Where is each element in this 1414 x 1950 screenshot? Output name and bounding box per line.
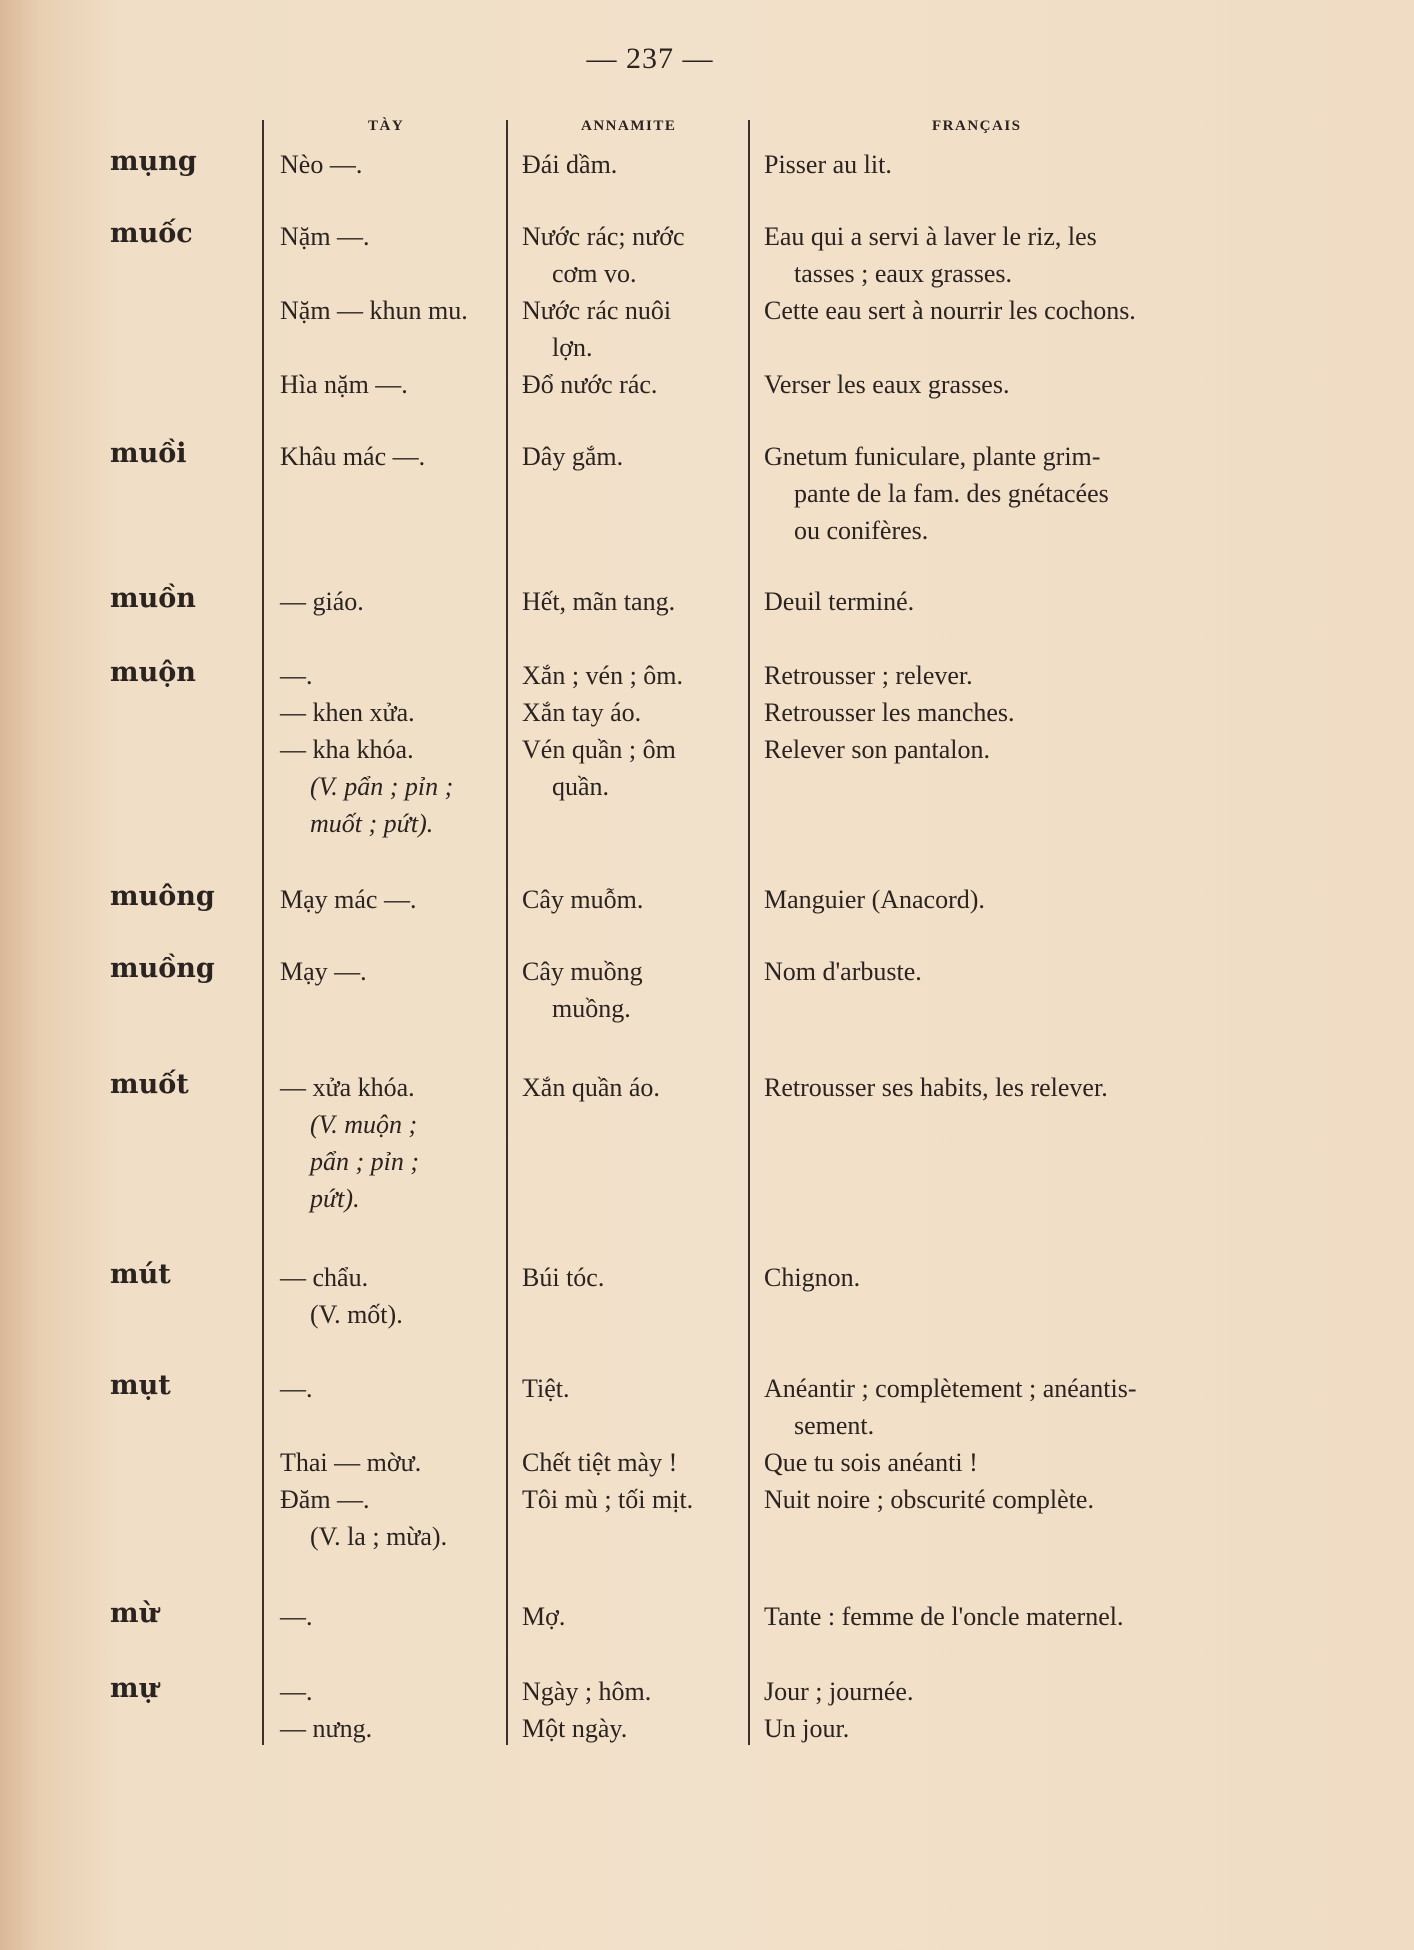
french-line: Retrousser les manches.	[764, 698, 1015, 727]
headword: muồng	[110, 953, 215, 984]
french-line: Relever son pantalon.	[764, 735, 990, 764]
headword: mút	[110, 1259, 171, 1290]
headword: muộn	[110, 657, 196, 688]
annamite-line: Cây muồng	[522, 957, 643, 986]
tay-line: — kha khóa.	[280, 735, 414, 764]
french-line: Gnetum funiculare, plante grim-	[764, 442, 1101, 471]
french-line: Retrousser ; relever.	[764, 661, 973, 690]
headword: muồi	[110, 438, 187, 469]
annamite-line: Đổ nước rác.	[522, 370, 658, 399]
tay-line: Thai — mờư.	[280, 1448, 422, 1477]
headword: mừ	[110, 1598, 159, 1629]
french-line: Anéantir ; complètement ; anéantis-	[764, 1374, 1137, 1403]
tay-line: —.	[280, 1677, 313, 1706]
headword: mự	[110, 1673, 159, 1704]
tay-line: Mạy —.	[280, 957, 367, 986]
header-annamite: ANNAMITE	[581, 118, 677, 134]
tay-line: Hìa nặm —.	[280, 370, 408, 399]
annamite-line: Hết, mãn tang.	[522, 587, 676, 616]
french-line: Verser les eaux grasses.	[764, 370, 1010, 399]
french-line: Tante : femme de l'oncle maternel.	[764, 1602, 1124, 1631]
tay-line: (V. mốt).	[310, 1300, 403, 1329]
annamite-line: Búi tóc.	[522, 1263, 605, 1292]
french-line: Eau qui a servi à laver le riz, les	[764, 222, 1097, 251]
french-line: Nuit noire ; obscurité complète.	[764, 1485, 1094, 1514]
annamite-line: lợn.	[552, 333, 593, 362]
french-line: Deuil terminé.	[764, 587, 915, 616]
french-line: Jour ; journée.	[764, 1677, 914, 1706]
annamite-line: Cây muỗm.	[522, 885, 644, 914]
tay-line: — xửa khóa.	[280, 1073, 415, 1102]
annamite-line: Nước rác nuôi	[522, 296, 672, 325]
page-number: — 237 —	[586, 42, 714, 75]
headword: mụng	[110, 146, 197, 177]
headword: muồn	[110, 583, 196, 614]
annamite-line: Chết tiệt mày !	[522, 1448, 678, 1477]
annamite-line: Nước rác; nước	[522, 222, 685, 251]
french-line: tasses ; eaux grasses.	[794, 259, 1013, 288]
column-rule-2	[506, 120, 508, 1745]
annamite-line: cơm vo.	[552, 259, 637, 288]
tay-line: —.	[280, 1374, 313, 1403]
tay-line: (V. muộn ;	[310, 1110, 418, 1139]
annamite-line: Xắn quần áo.	[522, 1073, 660, 1102]
french-line: Pisser au lit.	[764, 150, 892, 179]
tay-line: Khâu mác —.	[280, 442, 426, 471]
annamite-line: Dây gắm.	[522, 442, 624, 471]
tay-line: Mạy mác —.	[280, 885, 417, 914]
french-line: sement.	[794, 1411, 875, 1440]
annamite-line: Đái dầm.	[522, 150, 618, 179]
tay-line: (V. pẩn ; pỉn ;	[310, 772, 454, 801]
french-line: Retrousser ses habits, les relever.	[764, 1073, 1108, 1102]
header-francais: FRANÇAIS	[932, 118, 1022, 134]
tay-line: — giáo.	[280, 587, 364, 616]
tay-line: (V. la ; mừa).	[310, 1522, 448, 1551]
annamite-line: Tiệt.	[522, 1374, 570, 1403]
tay-line: — chẩu.	[280, 1263, 369, 1292]
annamite-line: Tôi mù ; tối mịt.	[522, 1485, 694, 1514]
annamite-line: Ngày ; hôm.	[522, 1677, 652, 1706]
tay-line: Nặm —.	[280, 222, 370, 251]
french-line: Manguier (Anacord).	[764, 885, 985, 914]
header-tay: TÀY	[368, 118, 405, 134]
french-line: Cette eau sert à nourrir les cochons.	[764, 296, 1136, 325]
french-line: Un jour.	[764, 1714, 850, 1743]
french-line: ou conifères.	[794, 516, 929, 545]
annamite-line: Xắn tay áo.	[522, 698, 642, 727]
tay-line: pứt).	[310, 1184, 360, 1213]
headword: muông	[110, 881, 215, 912]
annamite-line: Một ngày.	[522, 1714, 628, 1743]
headword: muốc	[110, 218, 193, 249]
annamite-line: quần.	[552, 772, 610, 801]
column-rule-3	[748, 120, 750, 1745]
french-line: Nom d'arbuste.	[764, 957, 922, 986]
annamite-line: Xắn ; vén ; ôm.	[522, 661, 684, 690]
headword: muốt	[110, 1069, 189, 1100]
annamite-line: muồng.	[552, 994, 631, 1023]
french-line: pante de la fam. des gnétacées	[794, 479, 1109, 508]
tay-line: — khen xửa.	[280, 698, 415, 727]
tay-line: —.	[280, 661, 313, 690]
french-line: Que tu sois anéanti !	[764, 1448, 978, 1477]
annamite-line: Mợ.	[522, 1602, 566, 1631]
tay-line: muốt ; pứt).	[310, 809, 434, 838]
tay-line: — nưng.	[280, 1714, 373, 1743]
tay-line: pẩn ; pỉn ;	[310, 1147, 420, 1176]
annamite-line: Vén quần ; ôm	[522, 735, 676, 764]
tay-line: Đăm —.	[280, 1485, 370, 1514]
tay-line: —.	[280, 1602, 313, 1631]
tay-line: Nèo —.	[280, 150, 363, 179]
column-rule-1	[262, 120, 264, 1745]
french-line: Chignon.	[764, 1263, 861, 1292]
tay-line: Nặm — khun mu.	[280, 296, 468, 325]
headword: mụt	[110, 1370, 171, 1401]
